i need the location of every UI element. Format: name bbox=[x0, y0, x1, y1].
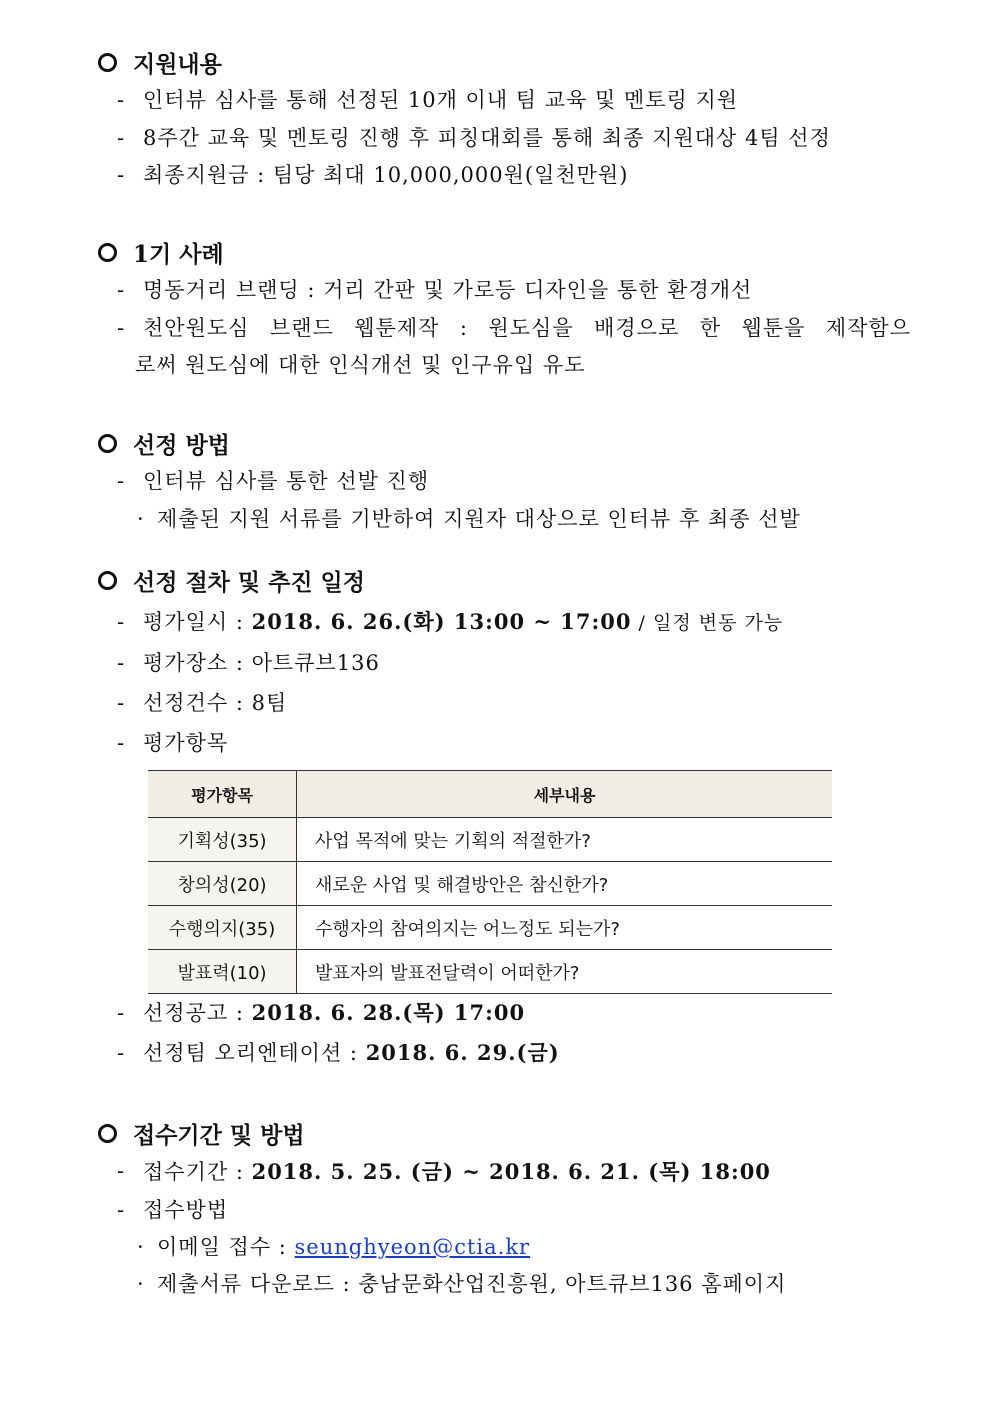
dash-mark: - bbox=[117, 315, 126, 340]
evaluation-date-item bbox=[95, 602, 915, 643]
selection-count-value: 8팀 bbox=[251, 691, 288, 715]
dash-mark: - bbox=[117, 88, 126, 112]
dash-mark: - bbox=[117, 1041, 126, 1065]
dot-mark: · bbox=[137, 1272, 145, 1296]
section-heading bbox=[95, 425, 915, 461]
evaluation-criteria-table bbox=[148, 770, 832, 994]
list-item bbox=[95, 463, 915, 501]
list-item-text: 8주간 교육 및 멘토링 진행 후 피칭대회를 통해 최종 지원대상 4팀 선정 bbox=[143, 125, 831, 150]
dash-mark: - bbox=[117, 610, 126, 634]
evaluation-date-value: 2018. 6. 26.(화) 13:00 ~ 17:00 bbox=[251, 609, 632, 634]
download-item bbox=[95, 1266, 915, 1303]
criteria-name-cell: 기획성(35) bbox=[148, 818, 297, 862]
section-selection-schedule bbox=[95, 562, 915, 763]
evaluation-place-value: 아트큐브136 bbox=[251, 651, 380, 675]
list-item-text: 인터뷰 심사를 통해 선정된 10개 이내 팀 교육 및 멘토링 지원 bbox=[143, 88, 739, 112]
criteria-detail-cell: 발표자의 발표전달력이 어떠한가? bbox=[297, 950, 833, 994]
sub-list-item-text: 제출된 지원 서류를 기반하여 지원자 대상으로 인터뷰 후 최종 선발 bbox=[157, 506, 801, 531]
table-row bbox=[148, 818, 832, 862]
email-submission-item bbox=[95, 1229, 915, 1266]
section-title: 지원내용 bbox=[133, 50, 222, 78]
selection-notice-item bbox=[95, 993, 915, 1033]
criteria-name-cell: 창의성(20) bbox=[148, 862, 297, 906]
orientation-value: 2018. 6. 29.(금) bbox=[365, 1040, 560, 1065]
dash-mark: - bbox=[117, 651, 126, 675]
section-announcement bbox=[95, 993, 915, 1073]
list-item-continuation: 로써 원도심에 대한 인식개선 및 인구유입 유도 bbox=[135, 353, 586, 377]
table-header-cell: 세부내용 bbox=[297, 771, 833, 818]
sub-list-item bbox=[95, 501, 915, 538]
item-label: 평가장소 : bbox=[143, 651, 252, 675]
list-item bbox=[95, 82, 915, 120]
circle-bullet-icon bbox=[98, 53, 117, 72]
evaluation-criteria-item bbox=[95, 723, 915, 763]
criteria-detail-cell: 새로운 사업 및 해결방안은 참신한가? bbox=[297, 862, 833, 906]
evaluation-date-note: / 일정 변동 가능 bbox=[631, 612, 784, 634]
list-item bbox=[95, 272, 915, 310]
dash-mark: - bbox=[117, 1001, 126, 1025]
orientation-item bbox=[95, 1033, 915, 1073]
section-support-content bbox=[95, 44, 915, 195]
table-header-cell: 평가항목 bbox=[148, 771, 297, 818]
dash-mark: - bbox=[117, 163, 126, 187]
criteria-name-cell: 발표력(10) bbox=[148, 950, 297, 994]
criteria-detail-cell: 수행자의 참여의지는 어느정도 되는가? bbox=[297, 906, 833, 950]
application-period-value: 2018. 5. 25. (금) ~ 2018. 6. 21. (목) 18:00 bbox=[251, 1159, 771, 1184]
table-header-row bbox=[148, 771, 832, 818]
table-row bbox=[148, 950, 832, 994]
table-row bbox=[148, 906, 832, 950]
section-title: 1기 사례 bbox=[133, 240, 224, 268]
section-heading bbox=[95, 44, 915, 80]
section-title: 선정 절차 및 추진 일정 bbox=[133, 568, 365, 596]
item-label: 평가일시 : bbox=[143, 610, 252, 634]
list-item bbox=[95, 157, 915, 195]
dash-mark: - bbox=[117, 691, 126, 715]
circle-bullet-icon bbox=[98, 434, 117, 453]
criteria-name-cell: 수행의지(35) bbox=[148, 906, 297, 950]
download-text: 제출서류 다운로드 : 충남문화산업진흥원, 아트큐브136 홈페이지 bbox=[157, 1272, 787, 1296]
criteria-detail-cell: 사업 목적에 맞는 기획의 적절한가? bbox=[297, 818, 833, 862]
item-label: 접수방법 bbox=[143, 1197, 229, 1222]
section-application bbox=[95, 1115, 915, 1303]
circle-bullet-icon bbox=[98, 243, 117, 262]
list-item-text: 최종지원금 : 팀당 최대 10,000,000원(일천만원) bbox=[143, 163, 629, 187]
section-selection-method bbox=[95, 425, 915, 538]
list-item-text: 명동거리 브랜딩 : 거리 간판 및 가로등 디자인을 통한 환경개선 bbox=[143, 278, 753, 302]
dash-mark: - bbox=[117, 469, 126, 493]
list-item bbox=[95, 120, 915, 158]
selection-notice-value: 2018. 6. 28.(목) 17:00 bbox=[251, 1000, 526, 1025]
section-first-cases bbox=[95, 234, 915, 383]
item-label: 이메일 접수 : bbox=[157, 1235, 295, 1259]
dash-mark: - bbox=[117, 125, 126, 150]
table-row bbox=[148, 862, 832, 906]
application-method-item bbox=[95, 1192, 915, 1230]
item-label: 접수기간 : bbox=[143, 1160, 252, 1184]
dash-mark: - bbox=[117, 731, 126, 755]
section-title: 선정 방법 bbox=[133, 431, 230, 459]
circle-bullet-icon bbox=[98, 1124, 117, 1143]
dash-mark: - bbox=[117, 1159, 126, 1183]
item-label: 선정공고 : bbox=[143, 1001, 252, 1025]
selection-count-item bbox=[95, 683, 915, 723]
item-label: 선정건수 : bbox=[143, 691, 252, 715]
section-heading bbox=[95, 562, 915, 598]
evaluation-place-item bbox=[95, 643, 915, 683]
dot-mark: · bbox=[137, 506, 145, 531]
list-item-text: 천안원도심 브랜드 웹툰제작 : 원도심을 배경으로 한 웹툰을 제작함으 bbox=[143, 315, 911, 340]
list-item bbox=[95, 310, 915, 348]
email-link[interactable]: seunghyeon@ctia.kr bbox=[294, 1235, 531, 1259]
list-item-text: 인터뷰 심사를 통한 선발 진행 bbox=[143, 469, 430, 493]
circle-bullet-icon bbox=[98, 571, 117, 590]
section-heading bbox=[95, 1115, 915, 1151]
dash-mark: - bbox=[117, 1197, 126, 1222]
application-period-item bbox=[95, 1153, 915, 1192]
item-label: 선정팀 오리엔테이션 : bbox=[143, 1041, 366, 1065]
dash-mark: - bbox=[117, 278, 126, 302]
section-heading bbox=[95, 234, 915, 270]
section-title: 접수기간 및 방법 bbox=[133, 1121, 305, 1149]
dot-mark: · bbox=[137, 1235, 145, 1259]
item-label: 평가항목 bbox=[143, 731, 229, 755]
